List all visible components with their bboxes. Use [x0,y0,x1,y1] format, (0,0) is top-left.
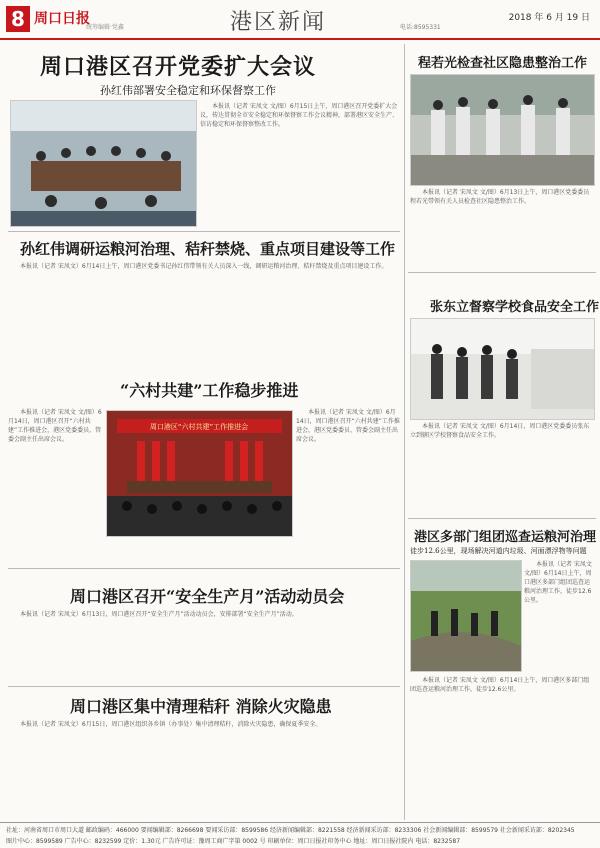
subhead-a1: 孙红伟部署安全稳定和环保督察工作 [100,84,276,97]
headline-a3: “六村共建”工作稳步推进 [120,381,299,400]
section-title: 港区新闻 [230,10,327,35]
masthead [0,0,600,40]
body-r2: 本报讯（记者 宋凤文 文/图）6月14日，周口港区党委委员张东立到辖区学校督察食品安全工作。 [410,423,590,439]
meeting-banner: 周口港区“六村共建”工作推进会 [149,423,249,431]
photo-six-villages [106,410,293,537]
subhead-r3: 徒步12.6公里，现场解决河道内垃圾、河面漂浮物等问题 [410,547,587,555]
body-a1: 本报讯（记者 宋凤文 文/图）6月15日上午，周口港区召开党委扩大会议，传达贯彻全市安全稳定和环保督察工作会议精神，部署港区安全生产、信访稳定和环保督察整改工作。 [200,103,399,128]
rule [8,231,400,232]
photo-school [410,318,595,420]
headline-r2: 张东立督察学校食品安全工作 [430,300,600,315]
headline-r3: 港区多部门组团巡查运粮河治理 [414,530,597,545]
footer-line-2: 图片中心：8599589 广告中心：8232599 定价：1.30元 广告许可证：豫周工商广字第 0002 号 印刷单位：周口日报社印务中心 地址：周口日报社院内 电话：8232587 [6,838,461,845]
footer-line-1: 社址：河南省周口市周口大道 邮政编码：466000 要闻编辑部：8266698 要闻采访部：8599586 经济新闻编辑部：8221558 经济新闻采访部：8233306 社会新闻编辑部：8599579 社会新闻采访部：8202345 [6,827,575,834]
column-divider [404,44,405,820]
photo-river [410,560,522,672]
body-r3-cont: 本报讯（记者 宋凤文 文/图）6月14日上午，周口港区多部门组团巡查运粮河治理工作，徒步12.6公里。 [410,677,590,693]
headline-r1: 程若光检查社区隐患整治工作 [418,56,588,71]
headline-a5: 周口港区集中清理秸秆 消除火灾隐患 [70,697,332,716]
body-r3: 本报讯（记者 宋凤文 文/图）6月14日上午，周口港区多部门组团巡查运粮河治理工作，徒步12.6公里。 [524,561,592,604]
body-a4: 本报讯（记者 宋凤文）6月13日，周口港区召开“安全生产月”活动动员会，安排部署“安全生产月”活动。 [20,611,298,618]
headline-a2: 孙红伟调研运粮河治理、秸秆禁烧、重点项目建设等工作 [20,240,396,258]
body-a5: 本报讯（记者 宋凤文）6月15日，周口港区组织各乡镇（办事处）集中清理秸秆，消除火灾隐患，确保夏季安全。 [20,721,322,728]
edition-note: 统筹编辑·党鑫 [86,24,124,31]
photo-meeting [10,100,197,227]
body-r1: 本报讯（记者 宋凤文 文/图）6月13日上午，周口港区党委委员程若光带领有关人员检查社区隐患整治工作。 [410,189,590,205]
page-number: 8 [6,6,30,32]
issue-date: 2018 年 6 月 19 日 [508,13,590,23]
body-a3-cont: 本报讯（记者 宋凤文 文/图）6月14日，周口港区召开“六村共建”工作推进会，港区党委委员、管委会副主任出席会议。 [296,409,400,443]
rule [408,518,596,519]
rule [8,686,400,687]
headline-a1: 周口港区召开党委扩大会议 [40,54,317,80]
editor-info: 电话:8595331 [400,24,441,31]
masthead-rule [0,38,600,40]
newspaper-logo: 周口日报 [34,11,90,27]
photo-inspection [410,74,595,186]
rule [408,272,596,273]
rule [8,568,400,569]
headline-a4: 周口港区召开“安全生产月”活动动员会 [70,587,345,606]
footer [0,822,600,848]
body-a3: 本报讯（记者 宋凤文 文/图）6月14日，周口港区召开“六村共建”工作推进会，港区党委委员、管委会副主任出席会议。 [8,409,102,443]
body-a2: 本报讯（记者 宋凤文）6月14日上午，周口港区党委书记孙红伟带领有关人员深入一线，调研运粮河治理、秸秆禁烧及重点项目建设工作。 [20,263,388,270]
